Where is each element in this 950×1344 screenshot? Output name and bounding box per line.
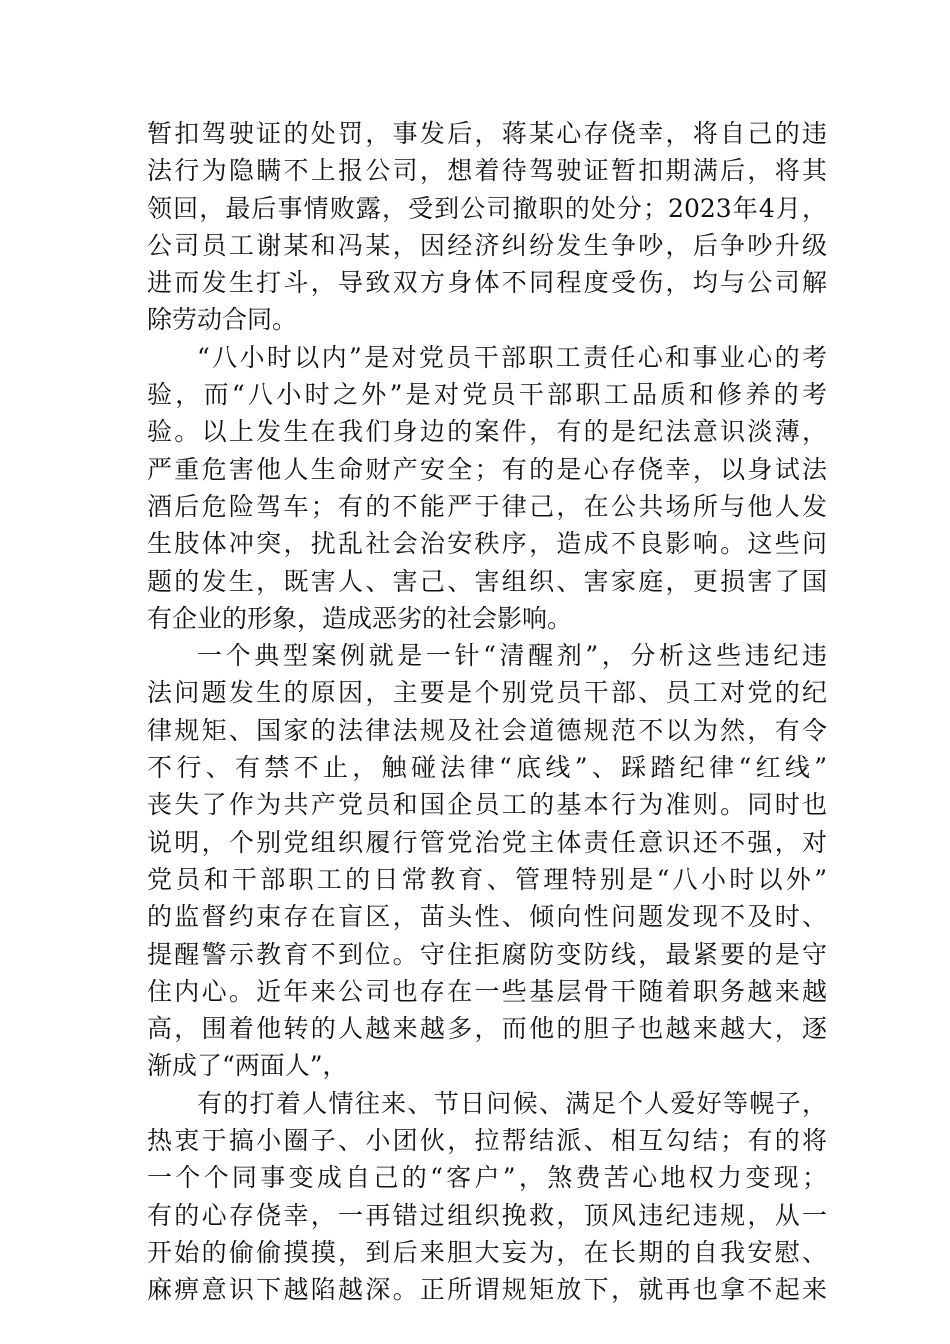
text-line: 题的发生，既害人、害己、害组织、害家庭，更损害了国 bbox=[147, 566, 827, 596]
paragraph bbox=[147, 637, 827, 1085]
text-line: 严重危害他人生命财产安全；有的是心存侥幸，以身试法 bbox=[147, 454, 827, 484]
text-line: “八小时以内”是对党员干部职工责任心和事业心的考 bbox=[197, 342, 827, 372]
text-line: 有企业的形象，造成恶劣的社会影响。 bbox=[147, 603, 573, 633]
text-line: 有的打着人情往来、节日问候、满足个人爱好等幌子， bbox=[197, 1088, 827, 1118]
text-line: 渐成了“两面人”， bbox=[147, 1051, 348, 1081]
paragraph bbox=[147, 339, 827, 637]
paragraph bbox=[147, 115, 827, 339]
text-line: 党员和干部职工的日常教育、管理特别是“八小时以外” bbox=[147, 864, 827, 894]
text-line: 验。以上发生在我们身边的案件，有的是纪法意识淡薄， bbox=[147, 417, 827, 447]
text-line: 的监督约束存在盲区，苗头性、倾向性问题发现不及时、 bbox=[147, 902, 827, 932]
text-line: 麻痹意识下越陷越深。正所谓规矩放下，就再也拿不起来 bbox=[147, 1275, 827, 1305]
text-line: 不行、有禁不止，触碰法律“底线”、踩踏纪律“红线” bbox=[147, 753, 827, 783]
paragraph bbox=[147, 1085, 827, 1309]
text-line: 住内心。近年来公司也存在一些基层骨干随着职务越来越 bbox=[147, 976, 827, 1006]
text-line: 律规矩、国家的法律法规及社会道德规范不以为然，有令 bbox=[147, 715, 827, 745]
text-line: 提醒警示教育不到位。守住拒腐防变防线，最紧要的是守 bbox=[147, 939, 827, 969]
text-line: 一个典型案例就是一针“清醒剂”，分析这些违纪违 bbox=[197, 641, 827, 671]
text-line: 酒后危险驾车；有的不能严于律己，在公共场所与他人发 bbox=[147, 491, 827, 521]
text-line: 暂扣驾驶证的处罚，事发后，蒋某心存侥幸，将自己的违 bbox=[147, 119, 827, 148]
text-line: 法行为隐瞒不上报公司，想着待驾驶证暂扣期满后，将其 bbox=[147, 156, 827, 186]
text-line: 生肢体冲突，扰乱社会治安秩序，造成不良影响。这些问 bbox=[147, 529, 827, 559]
text-line: 领回，最后事情败露，受到公司撤职的处分；2023年4月， bbox=[147, 193, 827, 223]
text-line: 进而发生打斗，导致双方身体不同程度受伤，均与公司解 bbox=[147, 268, 827, 298]
text-line: 公司员工谢某和冯某，因经济纠纷发生争吵，后争吵升级 bbox=[147, 230, 827, 260]
text-line: 高，围着他转的人越来越多，而他的胆子也越来越大，逐 bbox=[147, 1014, 827, 1044]
text-line: 除劳动合同。 bbox=[147, 305, 298, 335]
text-line: 验，而“八小时之外”是对党员干部职工品质和修养的考 bbox=[147, 380, 827, 410]
text-line: 一个个同事变成自己的“客户”，煞费苦心地权力变现； bbox=[147, 1163, 827, 1193]
text-line: 法问题发生的原因，主要是个别党员干部、员工对党的纪 bbox=[147, 678, 827, 708]
document-page bbox=[147, 115, 827, 1309]
text-line: 开始的偷偷摸摸，到后来胆大妄为，在长期的自我安慰、 bbox=[147, 1237, 827, 1267]
text-line: 丧失了作为共产党员和国企员工的基本行为准则。同时也 bbox=[147, 790, 827, 820]
text-line: 说明，个别党组织履行管党治党主体责任意识还不强，对 bbox=[147, 827, 827, 857]
text-line: 有的心存侥幸，一再错过组织挽救，顶风违纪违规，从一 bbox=[147, 1200, 827, 1230]
text-line: 热衷于搞小圈子、小团伙，拉帮结派、相互勾结；有的将 bbox=[147, 1126, 827, 1156]
